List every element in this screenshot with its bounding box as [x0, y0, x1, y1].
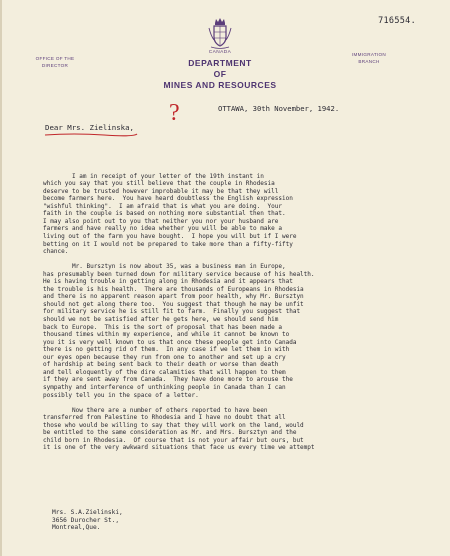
paragraph-1: I am in receipt of your letter of the 19th instant in which you say that you still believe that the couple in Rhodesia deserve to be trusted however improbable it may be that they will become farmers here. You have heard doubtless the English expression "wishful thinking". I am afraid that is what you are doing. Your faith in the couple is based on nothing more substantial then that. I may also point out to you that neither you nor your husband are farmers and have really no idea whether you will be able to make a living out of the farm you have bought. I hope you will but if I were betting on it I would not be prepared to take more than a fifty-fifty chance. [43, 172, 297, 256]
letter-date: OTTAWA, 30th November, 1942. [218, 104, 340, 113]
document-number: 716554. [378, 16, 416, 26]
department-heading [150, 58, 290, 91]
canada-coat-of-arms-icon [207, 16, 233, 50]
department-line: OF [213, 69, 227, 79]
salutation: Dear Mrs. Zielinska, [45, 123, 134, 132]
svg-text:?: ? [169, 100, 180, 126]
immigration-branch [338, 52, 400, 65]
branch-line: BRANCH [358, 58, 380, 64]
crest-caption: CANADA [208, 50, 232, 55]
office-line: OFFICE OF THE [35, 56, 75, 61]
branch-line: IMMIGRATION [351, 52, 387, 57]
address-line: Montreal,Que. [52, 524, 101, 532]
paragraph-2: Mr. Bursztyn is now about 35, was a business man in Europe, has presumably been turned down for military service because of his health. He is having trouble in getting along in Rhodesia and it appears that the trouble is his health. There are thousands of Europeans in Rhodesia and there is no apparent reason apart from poor health, why Mr. Bursztyn should not get along there too. You suggest that though he may be unfit for military service he is still fit to farm. Finally you suggest that should we not be satisfied after he gets here, we should send him back to Europe. This is the sort of proposal that has been made a thousand times within my experience, and while it cannot be known to you it is very well known to us that once these people get into Canada there is no getting rid of them. In any case if we let them in with our eyes open because they run from one to another and set up a cry of hardship at being sent back to their death or worse than death and tell eloquently of the dire calamities that will happen to them if they are sent away from Canada. They have done more to arouse the sympathy and interference of unthinking people in Canada than I can possibly tell you in the space of a letter. [43, 263, 315, 399]
paragraph-3: Now there are a number of others reported to have been transferred from Palestine to Rhodesia and I have no doubt that all those who would be willing to say that they will work on the land, would be entitled to the same consideration as Mr. and Mrs. Bursztyn and the child born in Rhodesia. Of course that is not your affair but ours, but it is one of the very awkward situations that face us every time we attempt [43, 406, 315, 452]
letter-body [43, 150, 415, 467]
department-line: DEPARTMENT [188, 58, 252, 68]
red-underline-mark [44, 132, 138, 138]
recipient-address [52, 509, 123, 532]
address-line: 3656 Durocher St., [52, 516, 120, 524]
handwritten-question-mark [168, 100, 182, 126]
office-line: DIRECTOR [41, 62, 69, 68]
department-line: MINES AND RESOURCES [163, 80, 277, 90]
address-line: Mrs. S.A.Zielinski, [52, 509, 123, 516]
office-of-director [30, 56, 80, 69]
page-edge-shadow [0, 0, 2, 556]
